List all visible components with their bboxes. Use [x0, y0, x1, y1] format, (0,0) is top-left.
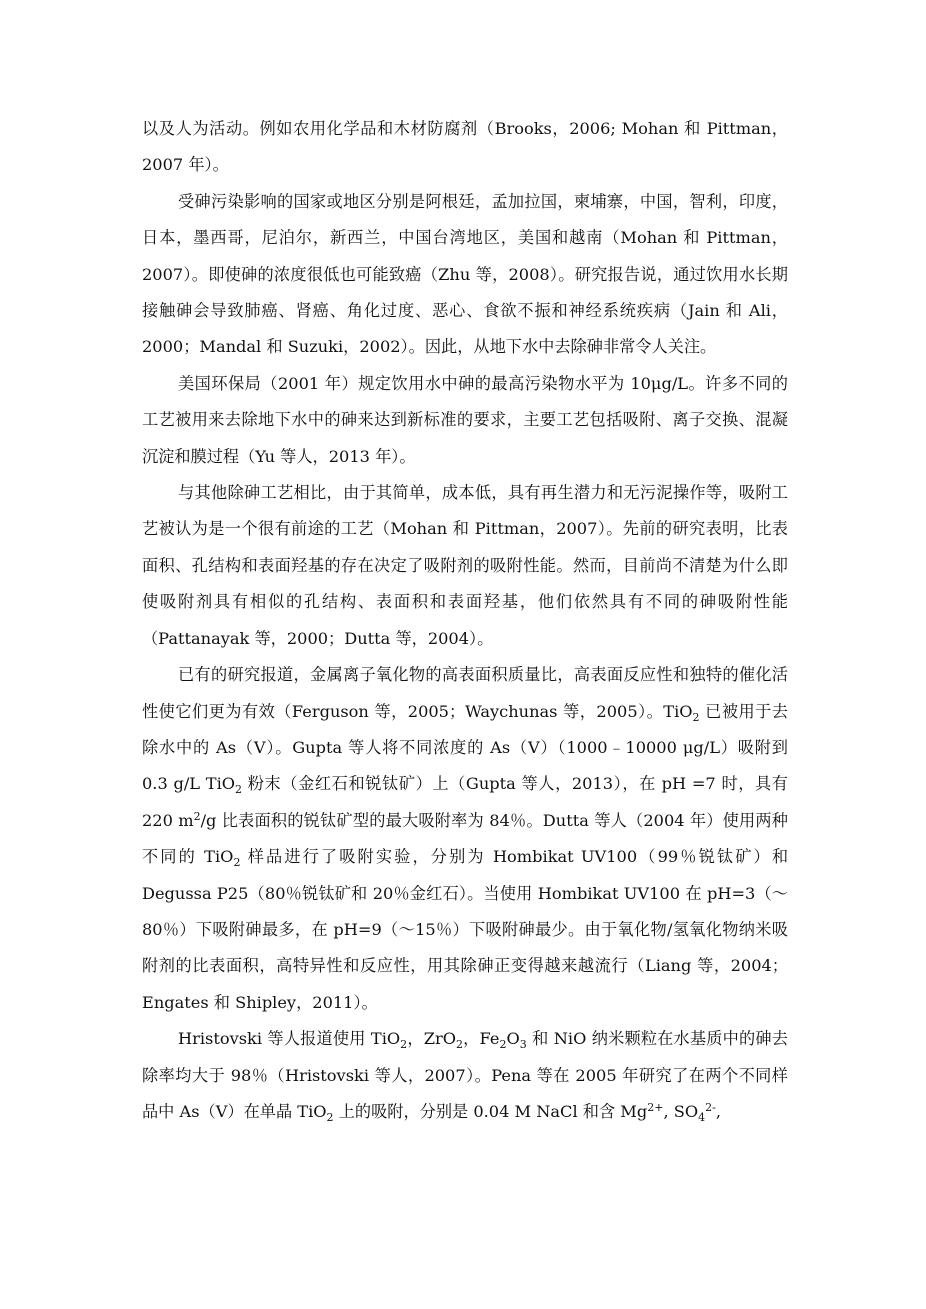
- text-segment: 已有的研究报道，金属离子氧化物的高表面积质量比，高表面反应性和独特的催化活性使它们更为有效（Ferguson 等，2005；Waychunas 等，2005）。TiO: [142, 665, 788, 721]
- text-segment: ，Fe: [462, 1029, 500, 1049]
- superscript-text: 2-: [705, 1100, 716, 1114]
- text-segment: O: [506, 1029, 520, 1049]
- superscript-text: 2: [193, 809, 201, 823]
- text-segment: 与其他除砷工艺相比，由于其简单，成本低，具有再生潜力和无污泥操作等，吸附工艺被认为是一个很有前途的工艺（Mohan 和 Pittman，2007）。先前的研究表明，比表面积、孔结构和表面羟基的存在决定了吸附剂的吸附性能。然而，目前尚不清楚为什么即使吸附剂具有相似的孔结构、表面积和表面羟基，他们依然具有不同的砷吸附性能（Pattanayak 等，2000；Dutta 等，2004）。: [142, 483, 788, 648]
- superscript-text: 2+: [647, 1100, 664, 1114]
- text-segment: 美国环保局（2001 年）规定饮用水中砷的最高污染物水平为 10μg/L。许多不同的工艺被用来去除地下水中的砷来达到新标准的要求，主要工艺包括吸附、离子交换、混凝沉淀和膜过程（Yu 等人，2013 年）。: [142, 373, 788, 466]
- text-segment: 已被用于去除水中的 As（V）。Gupta 等人将不同浓度的 As（V）（1000﹣10000 μg/L）吸附到 0.3 g/L TiO: [142, 701, 788, 794]
- body-paragraph: [142, 366, 788, 475]
- subscript-text: 2: [326, 1110, 334, 1124]
- text-segment: , SO: [663, 1101, 699, 1121]
- subscript-text: 2: [400, 1038, 408, 1052]
- text-segment: 样品进行了吸附实验，分别为 Hombikat UV100（99％锐钛矿）和 Degussa P25（80％锐钛矿和 20％金红石）。当使用 Hombikat UV100 在 pH=3（～80％）下吸附砷最多，在 pH=9（～15％）下吸附砷最少。由于氧化物/氢氧化物纳米吸附剂的比表面积，高特异性和反应性，用其除砷正变得越来越流行（Liang 等，2004；Engates 和 Shipley，2011）。: [142, 847, 789, 1012]
- body-paragraph: [142, 475, 788, 657]
- text-segment: ，ZrO: [407, 1029, 456, 1049]
- text-segment: 和 NiO 纳米颗粒在水基质中的砷去除率均大于 98％（Hristovski 等人，2007）。Pena 等在 2005 年研究了在两个不同样品中 As（V）在单晶 TiO: [142, 1029, 788, 1121]
- subscript-text: 2: [499, 1038, 507, 1052]
- subscript-text: 2: [235, 783, 243, 797]
- text-segment: 上的吸附，分别是 0.04 M NaCl 和含 Mg: [333, 1101, 648, 1121]
- document-page: [142, 111, 788, 1130]
- text-segment: 粉末（金红石和锐钛矿）上（Gupta 等人，2013），在 pH =7 时，具有 220 m: [142, 774, 788, 830]
- body-paragraph: [142, 184, 788, 366]
- subscript-text: 4: [698, 1110, 706, 1124]
- subscript-text: 2: [692, 710, 700, 724]
- body-paragraph: [142, 1021, 788, 1130]
- text-segment: ,: [715, 1101, 721, 1121]
- text-segment: 以及人为活动。例如农用化学品和木材防腐剂（Brooks，2006; Mohan 和 Pittman，2007 年）。: [142, 119, 788, 175]
- subscript-text: 3: [519, 1038, 527, 1052]
- text-segment: 受砷污染影响的国家或地区分别是阿根廷，孟加拉国，柬埔寨，中国，智利，印度，日本，墨西哥，尼泊尔，新西兰，中国台湾地区，美国和越南（Mohan 和 Pittman，2007）。即使砷的浓度很低也可能致癌（Zhu 等，2008）。研究报告说，通过饮用水长期接触砷会导致肺癌、肾癌、角化过度、恶心、食欲不振和神经系统疾病（Jain 和 Ali，2000；Mandal 和 Suzuki，2002）。因此，从地下水中去除砷非常令人关注。: [142, 191, 788, 357]
- subscript-text: 2: [233, 856, 241, 870]
- text-segment: Hristovski 等人报道使用 TiO: [178, 1029, 401, 1049]
- text-segment: /g 比表面积的锐钛矿型的最大吸附率为 84％。Dutta 等人（2004 年）使用两种不同的 TiO: [142, 810, 788, 867]
- subscript-text: 2: [455, 1038, 463, 1052]
- body-paragraph: [142, 657, 788, 1021]
- body-paragraph: [142, 111, 788, 184]
